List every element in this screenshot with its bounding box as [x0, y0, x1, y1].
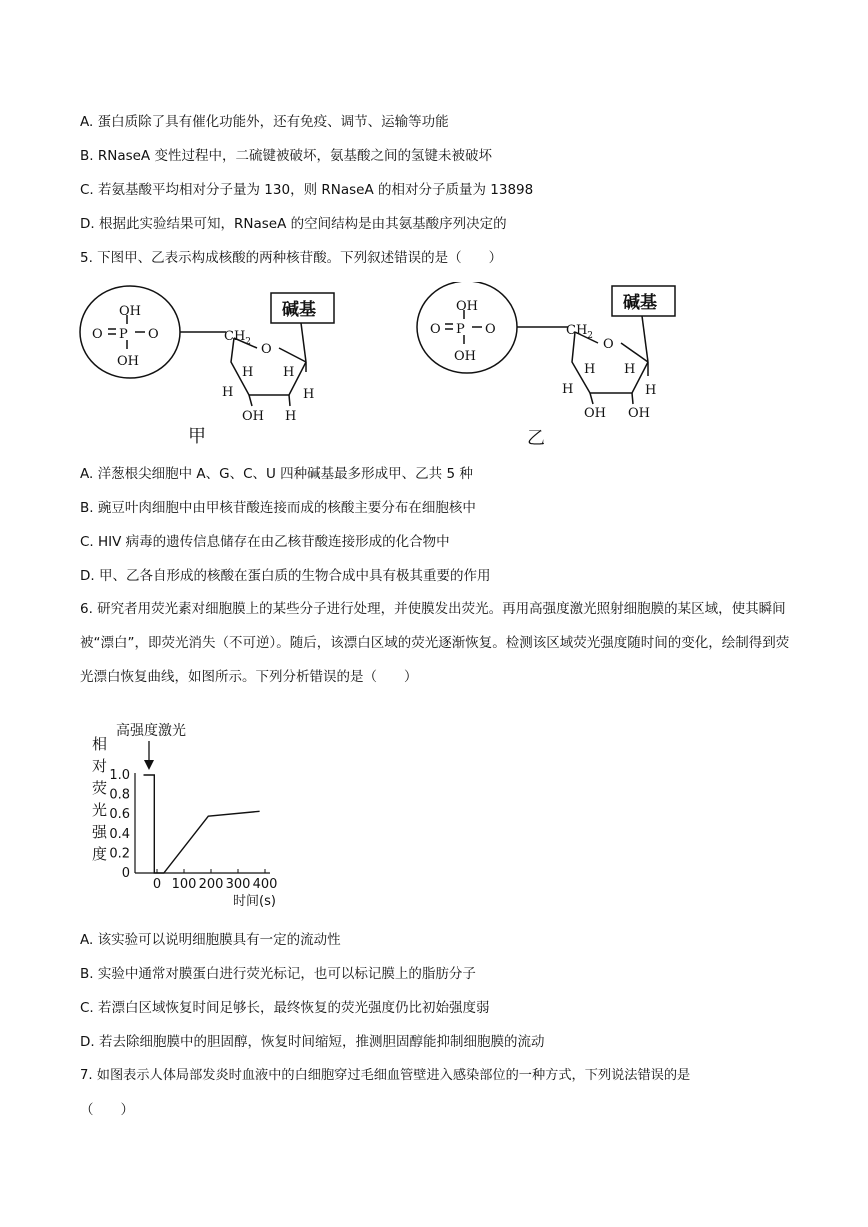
label-jia: 甲	[188, 426, 206, 447]
y-axis-label-char: 相	[92, 735, 108, 753]
h-label-left-2: H	[283, 365, 295, 380]
phosphate-oh-top-left: OH	[119, 304, 141, 319]
h-label-right-2: H	[624, 362, 636, 377]
q7-paren: （ ）	[80, 1102, 134, 1118]
h-label-left-3: H	[222, 385, 234, 400]
phosphate-o-left-left: O	[92, 327, 103, 342]
y-tick-label: 0.4	[109, 826, 130, 842]
q5-stem: 5. 下图甲、乙表示构成核酸的两种核苷酸。下列叙述错误的是（ ）	[80, 250, 503, 266]
q5-option-b: B. 豌豆叶肉细胞中由甲核苷酸连接而成的核酸主要分布在细胞核中	[80, 500, 476, 516]
q4-option-c: C. 若氨基酸平均相对分子量为 130，则 RNaseA 的相对分子质量为 13898	[80, 182, 534, 198]
fluorescence-curve	[144, 775, 260, 873]
y-axis-label-char: 荧	[92, 779, 108, 797]
y-tick-label: 0.6	[109, 807, 130, 823]
y-axis-label-char: 光	[92, 801, 108, 819]
oh-label-right-1: OH	[584, 406, 606, 421]
ring-oxygen-left: O	[261, 342, 272, 357]
h-label-left-5: H	[285, 409, 297, 424]
x-tick-label: 400	[252, 877, 278, 892]
q6-option-d: D. 若去除细胞膜中的胆固醇，恢复时间缩短，推测胆固醇能抑制细胞膜的流动	[80, 1034, 545, 1050]
ch2-label-right: $CH_2$	[566, 323, 594, 341]
y-axis-label-char: 对	[92, 757, 108, 775]
phosphate-o-right-right: O	[485, 322, 496, 337]
y-axis-label-char: 强	[92, 823, 108, 841]
phosphate-oh-top-right: OH	[456, 299, 478, 314]
q6-option-a: A. 该实验可以说明细胞膜具有一定的流动性	[80, 932, 341, 948]
y-tick-label: 0.2	[109, 846, 130, 862]
oh-label-left: OH	[242, 409, 264, 424]
phosphate-p-left: P	[119, 327, 128, 342]
base-label-left: 碱基	[282, 300, 316, 320]
h-label-right-1: H	[584, 362, 596, 377]
nucleotide-figure	[0, 282, 868, 452]
ring-oxygen-right: O	[603, 337, 614, 352]
q6-option-b: B. 实验中通常对膜蛋白进行荧光标记，也可以标记膜上的脂肪分子	[80, 966, 476, 982]
ch2-label-left: $CH_2$	[224, 329, 252, 347]
y-tick-label: 0	[121, 866, 130, 881]
x-axis-label: 时间(s)	[233, 894, 276, 909]
h-label-right-3: H	[562, 382, 574, 397]
q5-option-a: A. 洋葱根尖细胞中 A、G、C、U 四种碱基最多形成甲、乙共 5 种	[80, 466, 473, 482]
x-tick-label: 200	[198, 877, 224, 892]
y-axis-label-char: 度	[92, 845, 108, 863]
laser-annotation: 高强度激光	[116, 723, 186, 739]
x-tick-label: 0	[152, 877, 162, 892]
q5-option-d: D. 甲、乙各自形成的核酸在蛋白质的生物合成中具有极其重要的作用	[80, 568, 491, 584]
q6-option-c: C. 若漂白区域恢复时间足够长，最终恢复的荧光强度仍比初始强度弱	[80, 1000, 490, 1016]
phosphate-o-left-right: O	[430, 322, 441, 337]
frap-recovery-chart	[80, 715, 380, 915]
y-tick-label: 0.8	[109, 787, 130, 803]
label-yi: 乙	[527, 428, 545, 449]
q4-option-a: A. 蛋白质除了具有催化功能外，还有免疫、调节、运输等功能	[80, 114, 449, 130]
oh-label-right-2: OH	[628, 406, 650, 421]
q5-option-c: C. HIV 病毒的遗传信息储存在由乙核苷酸连接形成的化合物中	[80, 534, 450, 550]
h-label-right-4: H	[645, 383, 657, 398]
y-tick-label: 1.0	[109, 768, 130, 783]
phosphate-p-right: P	[456, 322, 465, 337]
base-label-right: 碱基	[623, 293, 657, 313]
phosphate-oh-bottom-right: OH	[454, 349, 476, 364]
phosphate-oh-bottom-left: OH	[117, 354, 139, 369]
x-tick-label: 300	[225, 877, 251, 892]
q4-option-b: B. RNaseA 变性过程中，二硫键被破坏，氨基酸之间的氢键未被破坏	[80, 148, 492, 164]
h-label-left-4: H	[303, 387, 315, 402]
h-label-left-1: H	[242, 365, 254, 380]
q4-option-d: D. 根据此实验结果可知，RNaseA 的空间结构是由其氨基酸序列决定的	[80, 216, 507, 232]
q7-stem: 7. 如图表示人体局部发炎时血液中的白细胞穿过毛细血管壁进入感染部位的一种方式，下列说法错误的是	[80, 1068, 691, 1083]
laser-arrow	[144, 741, 154, 770]
q6-stem: 6. 研究者用荧光素对细胞膜上的某些分子进行处理，并使膜发出荧光。再用高强度激光照射细胞膜的某区域，使其瞬间被“漂白”，即荧光消失（不可逆）。随后，该漂白区域的荧光逐渐恢复。检测该区域荧光强度随时间的变化，绘制得到荧光漂白恢复曲线，如图所示。下列分析错误的是（ ）	[80, 601, 790, 685]
phosphate-o-right-left: O	[148, 327, 159, 342]
x-tick-label: 100	[171, 877, 197, 892]
